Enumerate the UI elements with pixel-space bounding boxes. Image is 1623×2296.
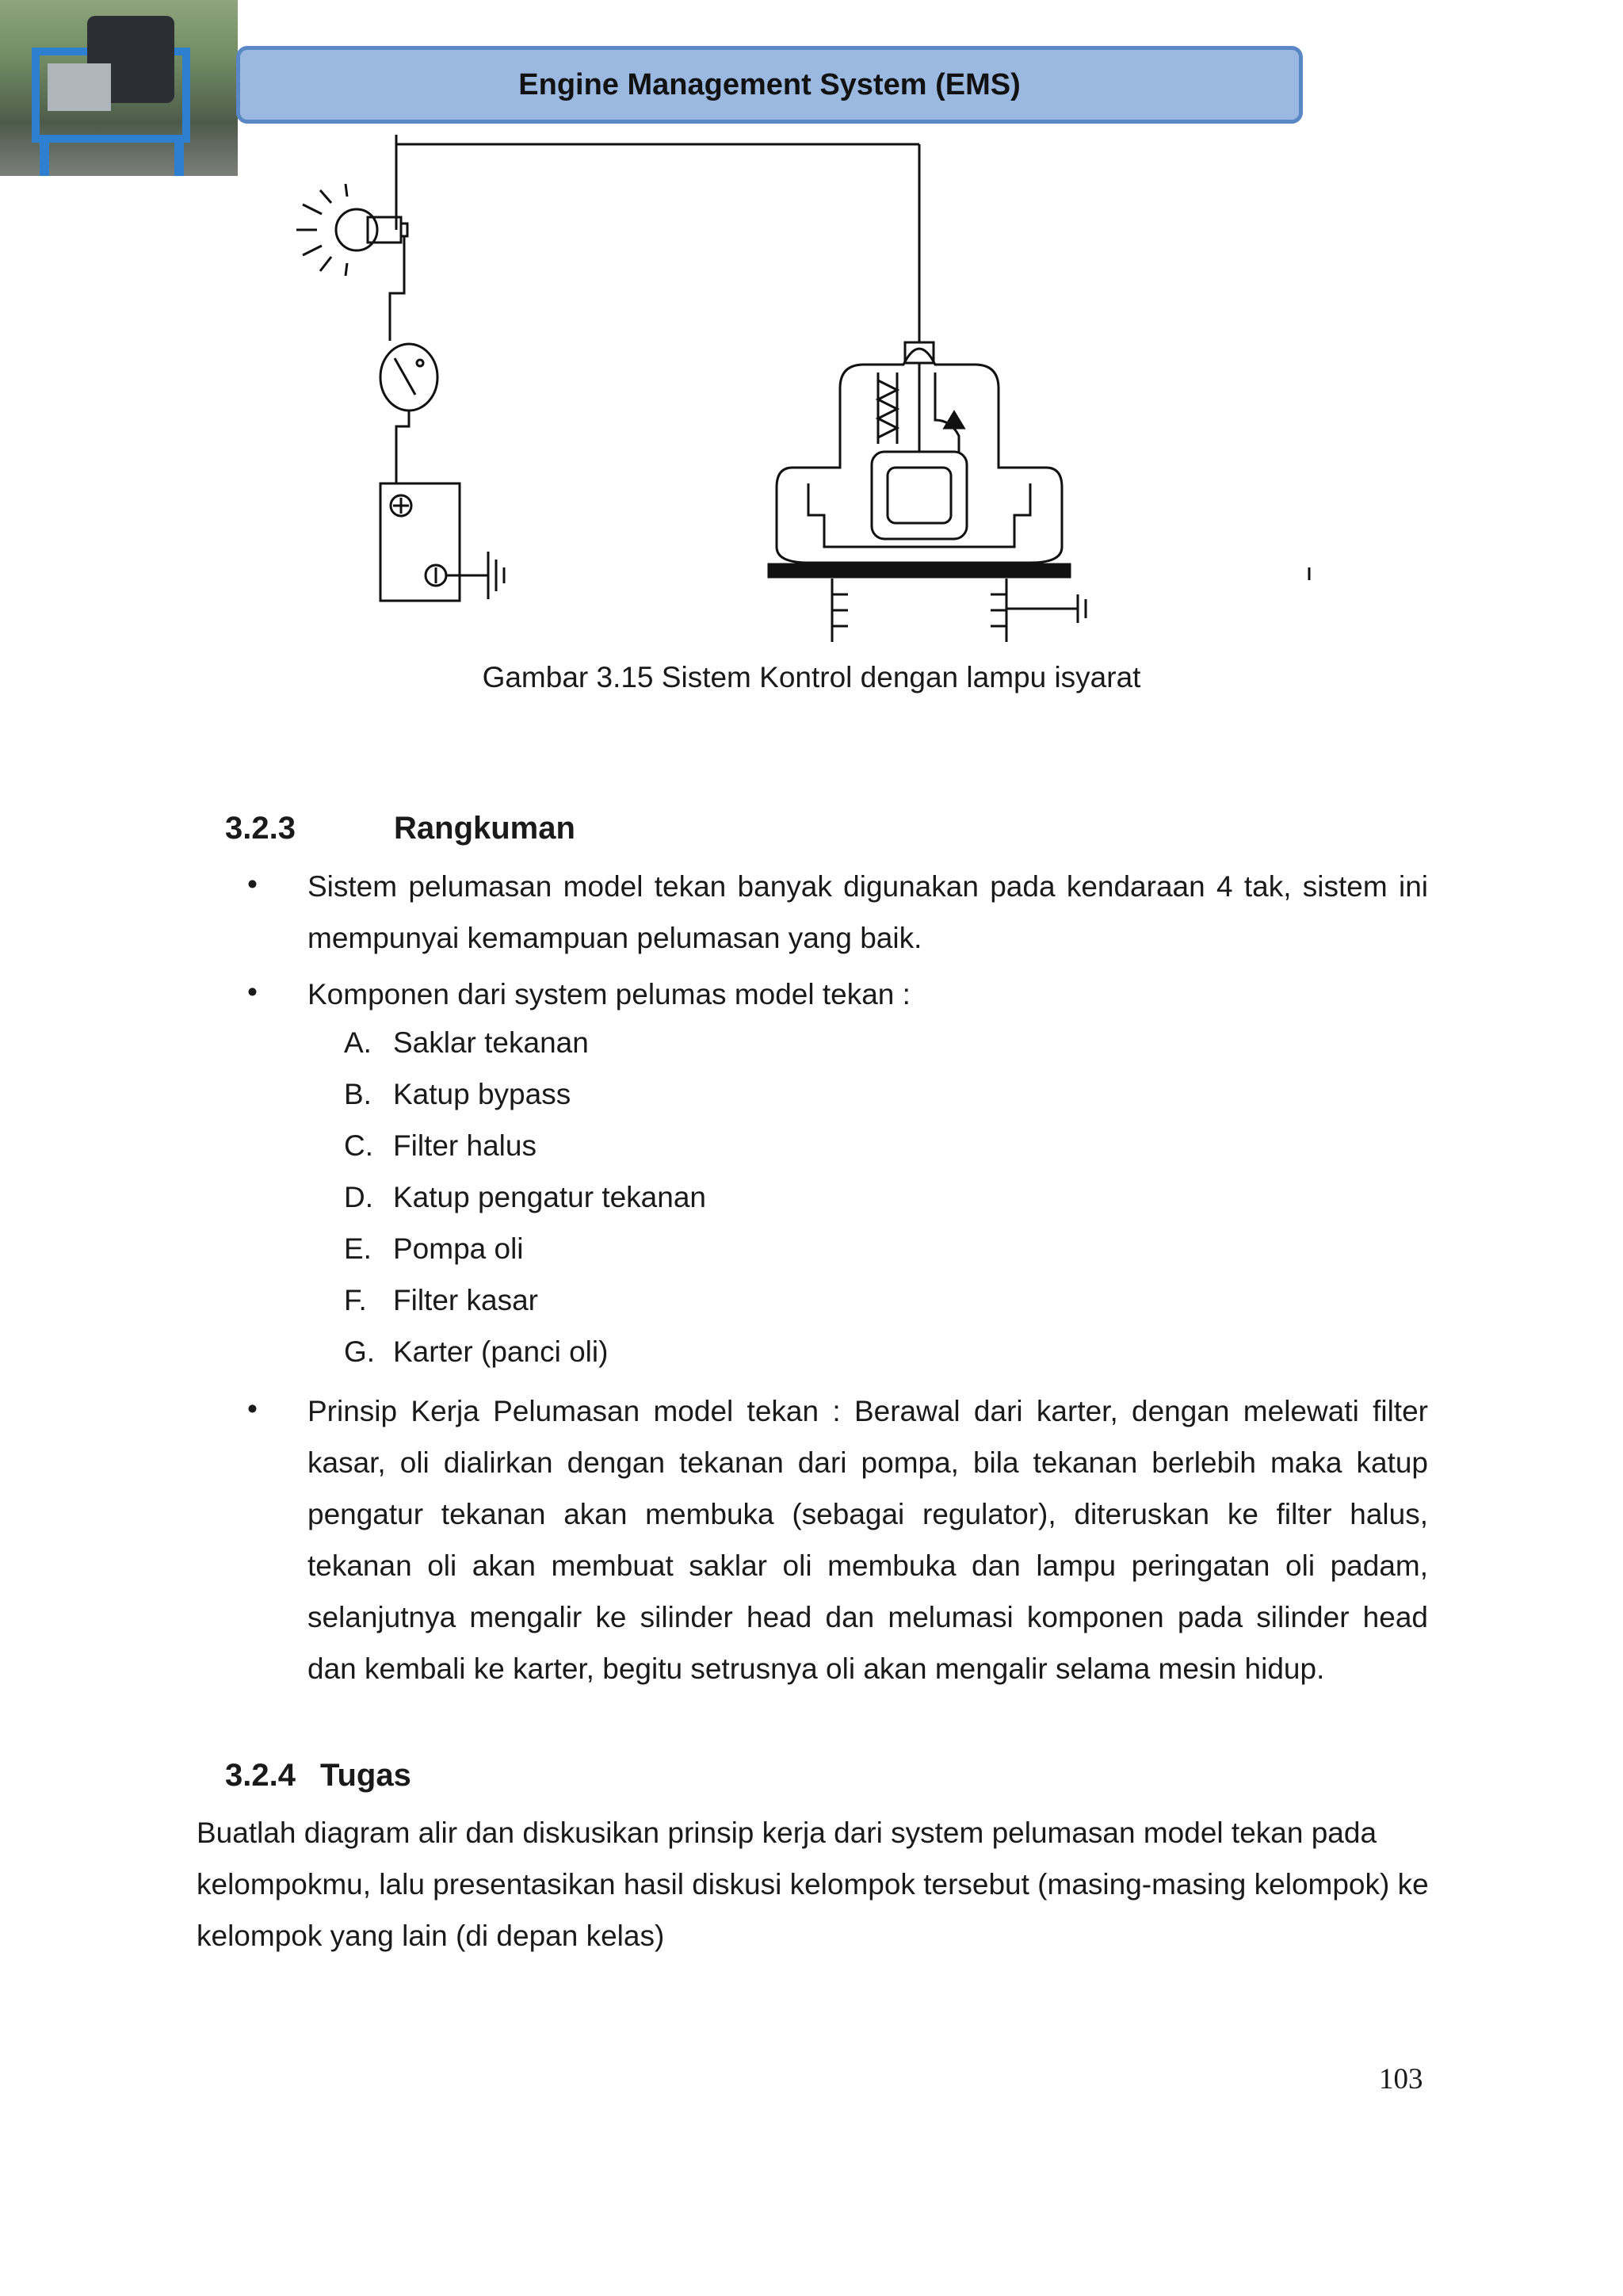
figure-caption: Gambar 3.15 Sistem Kontrol dengan lampu isyarat [482, 661, 1141, 693]
ignition-switch-icon [380, 344, 437, 411]
oil-pressure-switch-icon [769, 342, 1086, 642]
photo-engine-part [48, 63, 111, 111]
list-item: B. Katup bypass [344, 1078, 571, 1110]
photo-stand-leg [40, 135, 49, 176]
summary-bullet-1: Sistem pelumasan model tekan banyak digunakan pada kendaraan 4 tak, sistem ini mempunyai kemampuan pelumasan yang baik. [307, 870, 1428, 954]
list-item: A. Saklar tekanan [344, 1026, 589, 1059]
list-item: E. Pompa oli [344, 1232, 524, 1265]
header-title: Engine Management System (EMS) [518, 67, 1021, 101]
header-banner [236, 46, 1303, 124]
section-number: 3.2.3 [225, 811, 296, 846]
list-item: G. Karter (panci oli) [344, 1335, 609, 1368]
bullet-dot: • [247, 1392, 258, 1425]
battery-icon [380, 483, 504, 601]
list-item: D. Katup pengatur tekanan [344, 1181, 706, 1213]
task-paragraph: Buatlah diagram alir dan diskusikan prinsip kerja dari system pelumasan model tekan pada kelompokmu, lalu presentasikan hasil diskusi kelompok tersebut (masing-masing kelompok) ke kelompok yang lain (di depan kelas) [197, 1817, 1429, 1952]
bullet-dot: • [247, 868, 258, 900]
bullet-dot: • [247, 976, 258, 1008]
photo-stand-leg [174, 135, 184, 176]
section-title: Rangkuman [394, 811, 575, 846]
warning-lamp-icon [296, 184, 407, 276]
list-item: F. Filter kasar [344, 1284, 538, 1316]
section-title: Tugas [320, 1758, 411, 1793]
list-item: C. Filter halus [344, 1129, 537, 1162]
oil-pressure-warning-circuit-diagram [285, 135, 1331, 642]
summary-bullet-2: Komponen dari system pelumas model tekan : [307, 978, 911, 1010]
engine-trainer-photo [0, 0, 238, 176]
section-number: 3.2.4 [225, 1758, 296, 1793]
page-number: 103 [1379, 2063, 1423, 2095]
summary-bullet-3: Prinsip Kerja Pelumasan model tekan : Berawal dari karter, dengan melewati filter kasar, oli dialirkan dengan tekanan dari pompa, bila tekanan berlebih maka katup pengatur tekanan akan membuka (sebagai regulator), diteruskan ke filter halus, tekanan oli akan membuat saklar oli membuka dan lampu peringatan oli padam, selanjutnya mengalir ke silinder head dan melumasi komponen pada silinder head dan kembali ke karter, begitu setrusnya oli akan mengalir selama mesin hidup. [307, 1395, 1428, 1685]
